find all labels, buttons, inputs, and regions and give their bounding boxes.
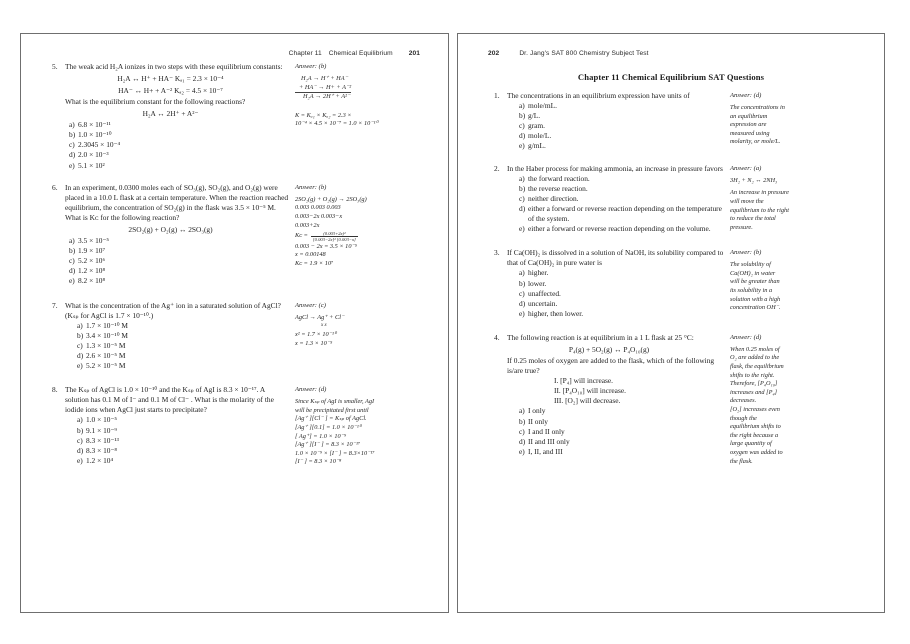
question-3-answer xyxy=(724,248,870,313)
answer-line-5: pressure. xyxy=(730,223,753,231)
question-6-body xyxy=(35,183,289,287)
answer-label: Answer: (d) xyxy=(295,386,327,394)
running-head-book-title: Dr. Jang's SAT 800 Chemistry Subject Test xyxy=(519,50,649,57)
question-5-equation-2: HA⁻ ↔ H+ + A⁻² Kₐ₂ = 4.5 × 10⁻⁷ xyxy=(118,86,223,96)
question-4-stem2-line-2: of the following is/are true? xyxy=(507,355,715,376)
choice-letter: e) xyxy=(519,308,525,318)
question-4-roman-statements xyxy=(494,376,724,406)
answer-work-line-1: K = Kₐ₁ × Kₐ₂ = 2.3 × xyxy=(295,111,352,119)
choice-letter: b) xyxy=(69,246,76,256)
choice-text: 2.0 × 10⁻³ xyxy=(78,150,109,160)
answer-line-3: equilibrium to the right xyxy=(730,206,789,214)
choice-b[interactable] xyxy=(519,417,724,427)
question-5-choices xyxy=(52,120,289,170)
question-4-stem-line-2: at 25 °C: xyxy=(667,332,694,342)
choice-letter: b) xyxy=(519,278,526,288)
choice-d[interactable] xyxy=(69,150,289,160)
choice-text: 8.3 × 10⁻¹³ xyxy=(86,435,119,445)
choice-letter: e) xyxy=(519,224,525,234)
choice-text: I and II only xyxy=(528,426,565,436)
question-block-8 xyxy=(35,385,434,467)
question-5-equation-1: H₂A ↔ H⁺ + HA⁻ Kₐ₁ = 2.3 × 10⁻⁴ xyxy=(117,74,224,84)
choice-letter: a) xyxy=(69,236,75,246)
choice-letter: a) xyxy=(519,406,525,416)
choice-letter: e) xyxy=(519,446,525,456)
question-4-body xyxy=(472,333,724,457)
answer-label: Answer: (b) xyxy=(295,183,327,191)
answer-explanation xyxy=(730,104,870,147)
answer-line-3: [Ag⁺ ][Cl⁻ ] = Kₛₚ of AgCl. xyxy=(295,415,367,423)
choice-text: the forward reaction. xyxy=(528,173,590,183)
choice-d[interactable] xyxy=(519,437,724,447)
answer-line-9: though the xyxy=(730,414,757,422)
choice-text: I only xyxy=(528,406,546,416)
choice-c[interactable] xyxy=(519,121,724,131)
choice-text: the reverse reaction. xyxy=(528,183,588,193)
answer-line-10: equilibrium shifts to xyxy=(730,423,781,431)
answer-line-5: solution with a high xyxy=(730,295,781,303)
answer-line-6: [Ag⁺ ][I⁻ ] = 8.3 × 10⁻¹⁷ xyxy=(295,441,361,449)
answer-work-line-2: 10⁻⁴ × 4.5 × 10⁻⁷ = 1.0 × 10⁻¹⁰ xyxy=(295,120,378,128)
answer-line-1: Since Kₛₚ of AgI is smaller, AgI xyxy=(295,398,375,406)
choice-c[interactable] xyxy=(519,194,724,204)
answer-line-4: to reduce the total xyxy=(730,215,776,223)
answer-line-14: the flask. xyxy=(730,457,753,465)
question-7-choices xyxy=(52,321,289,371)
answer-label: Answer: (a) xyxy=(730,164,762,172)
answer-line-1: H₂A → H⁺ + HA⁻ xyxy=(301,75,348,82)
question-5-spacer xyxy=(52,97,65,107)
question-2-body xyxy=(472,164,724,235)
right-running-head xyxy=(472,50,870,62)
choice-text: 5.1 × 10² xyxy=(78,160,105,170)
choice-a[interactable] xyxy=(77,415,289,425)
question-3-choices xyxy=(494,268,724,318)
answer-label: Answer: (c) xyxy=(295,301,326,309)
question-8-number: 8. xyxy=(52,385,58,395)
choice-c[interactable] xyxy=(519,289,724,299)
answer-line-2: O₂ are added to the xyxy=(730,354,780,362)
choice-text: either a forward or reverse reaction depending on the temperature of the system. xyxy=(528,203,722,224)
answer-line-1: An increase in pressure xyxy=(730,189,789,197)
question-block-2 xyxy=(472,164,870,235)
choice-c[interactable] xyxy=(77,436,289,446)
answer-kc-label: Kᴄ = xyxy=(295,232,308,240)
question-5-stem2-line-1: What is the equilibrium constant for the following xyxy=(65,97,214,107)
answer-explanation xyxy=(730,346,870,466)
choice-letter: c) xyxy=(77,340,83,350)
running-head-chapter-title: Chemical Equilibrium xyxy=(328,50,393,57)
question-1-stem-line-2: units of xyxy=(667,91,690,100)
question-7-body xyxy=(35,301,289,372)
choice-e[interactable] xyxy=(519,447,724,457)
answer-kc-expression xyxy=(295,231,434,243)
choice-letter: b) xyxy=(519,416,526,426)
answer-line-1: When 0.25 moles of xyxy=(730,345,780,353)
question-2-stem xyxy=(507,164,724,174)
question-2-stem-line-2: increase in pressure favors xyxy=(644,163,723,173)
choice-letter: d) xyxy=(519,131,526,141)
answer-line-7: 1.0 × 10⁻⁹ × [I⁻ ] = 8.3×10⁻¹⁷ xyxy=(295,449,375,457)
choice-text: 6.8 × 10⁻¹¹ xyxy=(78,120,111,130)
choice-a[interactable] xyxy=(519,406,724,416)
choice-text: 5.2 × 10⁶ xyxy=(78,256,106,266)
choice-d[interactable] xyxy=(519,299,724,309)
question-1-choices xyxy=(494,101,724,151)
question-5-stem xyxy=(65,62,289,72)
question-6-stem-line-2: SO₂(g), and O₂(g) were placed in a 10.0 L flask at a xyxy=(65,182,278,202)
question-3-stem-line-3: is xyxy=(597,258,602,268)
choice-letter: d) xyxy=(77,445,84,455)
choice-letter: b) xyxy=(77,425,84,435)
choice-e[interactable] xyxy=(77,456,289,466)
choice-letter: d) xyxy=(519,436,526,446)
answer-label: Answer: (d) xyxy=(730,92,762,99)
choice-letter: a) xyxy=(519,268,525,278)
choice-a[interactable] xyxy=(519,174,724,184)
answer-line-2: will move the xyxy=(730,197,764,205)
question-6-answer xyxy=(289,183,434,269)
choice-letter: e) xyxy=(69,276,75,286)
answer-kc-numerator: (0.003+2x)² xyxy=(311,231,358,237)
question-7-stem-line-3: 1.7 × 10⁻¹⁰.) xyxy=(115,310,154,320)
choice-letter: a) xyxy=(519,173,525,183)
question-8-stem-line-1: The Kₛₚ of AgCl is 1.0 × 10⁻¹⁰ and the Kₛₚ of AgI is xyxy=(65,385,222,395)
left-page-folio: 201 xyxy=(408,50,420,57)
choice-e[interactable] xyxy=(77,361,289,371)
choice-b[interactable] xyxy=(519,184,724,194)
answer-line-3: flask, the equilibrium xyxy=(730,363,784,371)
choice-a[interactable] xyxy=(69,120,289,130)
answer-line-11: the right because a xyxy=(730,431,779,439)
question-8-body xyxy=(35,385,289,466)
question-5-number: 5. xyxy=(52,62,58,71)
choice-text: g/L. xyxy=(528,111,541,121)
section-title: Chapter 11 Chemical Equilibrium SAT Questions xyxy=(577,72,765,82)
choice-letter: c) xyxy=(519,288,525,298)
answer-kc-fraction xyxy=(311,231,358,243)
answer-work xyxy=(295,112,434,129)
question-4-stem-line-1: The following reaction is at equilibrium in a 1 L flask xyxy=(507,332,666,342)
choice-text: 1.2 × 10⁸ xyxy=(78,266,106,276)
choice-d[interactable] xyxy=(77,351,289,361)
answer-reaction-variables: x x xyxy=(321,323,327,329)
choice-letter: c) xyxy=(69,256,75,266)
question-2-number: 2. xyxy=(494,163,500,173)
answer-explanation xyxy=(730,189,870,232)
question-4-center-equation: P₄(g) + 5O₂(g) ↔ P₄O₁₀(g) xyxy=(568,344,650,354)
answer-line-3: will be greater than xyxy=(730,278,780,286)
question-block-3 xyxy=(472,248,870,319)
choice-text: 1.3 × 10⁻⁵ M xyxy=(86,340,126,350)
choice-letter: e) xyxy=(69,160,75,170)
answer-derivation xyxy=(295,398,434,467)
question-3-stem xyxy=(507,248,724,268)
answer-line-2: + HA⁻ → H+ + A⁻² xyxy=(295,84,351,94)
choice-letter: b) xyxy=(77,330,84,340)
choice-letter: a) xyxy=(77,320,83,330)
choice-letter: d) xyxy=(69,150,76,160)
answer-kc-denominator: [0.003−2x]² [0.003−x] xyxy=(312,237,356,243)
choice-text: higher. xyxy=(528,268,549,278)
answer-row-initial: 0.003 0.003 0.003 xyxy=(295,204,341,212)
choice-text: mole/L. xyxy=(528,131,552,141)
choice-text: lower. xyxy=(528,278,547,288)
choice-text: 1.2 × 10⁴ xyxy=(86,455,114,465)
choice-text: 9.1 × 10⁻⁹ xyxy=(86,425,117,435)
answer-line-2: will be precipitated first until xyxy=(295,406,369,414)
choice-letter: c) xyxy=(519,426,525,436)
choice-text: 2.3045 × 10⁻⁴ xyxy=(78,140,121,150)
question-1-body xyxy=(472,91,724,152)
question-5-body xyxy=(35,62,289,171)
question-3-stem-line-2: solubility compared to that of Ca(OH)₂ in pure water xyxy=(507,248,724,268)
question-8-stem xyxy=(65,385,289,415)
answer-derivation xyxy=(295,75,434,102)
question-2-stem-line-1: In the Haber process for making ammonia, an xyxy=(507,163,643,173)
choice-text: higher, then lower. xyxy=(528,308,584,318)
choice-a[interactable] xyxy=(69,236,289,246)
question-6-stem-line-6: reaction? xyxy=(152,212,180,222)
choice-a[interactable] xyxy=(77,321,289,331)
answer-line-4: shifts to the right. xyxy=(730,371,775,379)
choice-letter: a) xyxy=(77,415,83,425)
question-1-number: 1. xyxy=(494,91,500,100)
choice-letter: c) xyxy=(519,193,525,203)
answer-solve-line-2: x = 0.00148 xyxy=(295,251,326,259)
answer-line-7: decreases. xyxy=(730,397,757,405)
question-3-body xyxy=(472,248,724,319)
choice-e[interactable] xyxy=(519,141,724,151)
question-block-7 xyxy=(35,301,434,372)
answer-work-line-1: x² = 1.7 × 10⁻¹⁰ xyxy=(295,331,337,339)
choice-b[interactable] xyxy=(69,130,289,140)
answer-explanation xyxy=(730,261,870,313)
choice-text: 5.2 × 10⁻⁵ M xyxy=(86,361,126,371)
question-4-stem2-line-1: If 0.25 moles of oxygen are added to the flask, which xyxy=(507,355,665,365)
choice-d[interactable] xyxy=(77,446,289,456)
answer-solve-line-1: 0.003 − 2x = 3.5 × 10⁻⁵ xyxy=(295,242,357,250)
answer-line-5: Therefore, [P₄O₁₀] xyxy=(730,380,778,388)
answer-line-2: Ca(OH)₂ in water xyxy=(730,269,776,277)
question-6-number: 6. xyxy=(52,182,58,192)
running-head-chapter: Chapter 11 xyxy=(288,50,322,57)
answer-line-5: molarity, or mole/L. xyxy=(730,138,781,146)
question-5-stem-line-2: equilibrium constants: xyxy=(216,62,283,71)
choice-text: II and III only xyxy=(528,436,570,446)
roman-statement-1: I. [P₄] will increase. xyxy=(554,376,614,386)
answer-line-1: The concentrations in xyxy=(730,104,785,111)
choice-letter: d) xyxy=(519,298,526,308)
choice-b[interactable] xyxy=(77,426,289,436)
choice-text: 1.7 × 10⁻¹⁰ M xyxy=(86,320,128,330)
question-7-answer xyxy=(289,301,434,349)
choice-text: g/mL. xyxy=(528,141,546,151)
choice-b[interactable] xyxy=(519,111,724,121)
left-page xyxy=(20,33,449,613)
answer-row-change: 0.003−2x 0.003−x xyxy=(295,213,343,221)
choice-text: gram. xyxy=(528,121,546,131)
choice-text: 1.0 × 10⁻⁵ xyxy=(86,415,117,425)
answer-line-3: H₂A → 2H⁺ + A²⁻ xyxy=(303,93,351,101)
question-4-stem-2 xyxy=(507,356,724,376)
answer-line-5: [ Ag⁺] = 1.0 × 10⁻⁹ xyxy=(295,432,347,440)
right-page xyxy=(457,33,885,613)
question-7-number: 7. xyxy=(52,300,58,310)
choice-letter: a) xyxy=(69,120,75,130)
question-1-answer xyxy=(724,91,870,147)
choice-c[interactable] xyxy=(519,427,724,437)
question-5-stem-line-1: The weak acid H₂A ionizes in two steps with these xyxy=(65,62,215,71)
choice-d[interactable] xyxy=(69,266,289,276)
answer-work-line-2: x = 1.3 × 10⁻⁵ xyxy=(295,339,333,347)
question-block-4 xyxy=(472,333,870,466)
choice-b[interactable] xyxy=(69,246,289,256)
choice-text: 8.3 × 10⁻⁸ xyxy=(86,445,117,455)
answer-solve-line-3: Kᴄ = 1.9 × 10⁷ xyxy=(295,260,334,268)
question-5-stem2-line-2: reactions? xyxy=(215,97,246,107)
answer-line-2: an equilibrium xyxy=(730,112,768,120)
choice-letter: e) xyxy=(77,361,83,371)
choice-text: 1.9 × 10⁷ xyxy=(78,246,106,256)
question-6-stem xyxy=(65,183,289,223)
left-running-head xyxy=(35,50,434,62)
choice-text: mole/mL. xyxy=(528,101,557,111)
answer-label: Answer: (b) xyxy=(295,63,327,70)
question-7-stem xyxy=(65,301,289,321)
choice-text: 2.6 × 10⁻⁵ M xyxy=(86,350,126,360)
choice-c[interactable] xyxy=(69,256,289,266)
question-7-stem-line-1: What is the concentration of the Ag⁺ ion in a xyxy=(65,300,198,310)
question-8-answer xyxy=(289,385,434,467)
answer-line-3: expression are xyxy=(730,121,767,129)
answer-label: Answer: (d) xyxy=(730,333,762,341)
question-6-center-equation: 2SO₂(g) + O₂(g) ↔ 2SO₃(g) xyxy=(128,225,213,235)
question-5-stem-2 xyxy=(65,97,289,107)
question-5-answer xyxy=(289,62,434,129)
question-2-choices xyxy=(494,174,724,235)
choice-letter: d) xyxy=(77,350,84,360)
choice-c[interactable] xyxy=(69,140,289,150)
choice-letter: d) xyxy=(519,203,526,213)
question-4-number: 4. xyxy=(494,332,500,342)
answer-line-13: oxygen was added to xyxy=(730,449,783,456)
question-1-stem-line-1: The concentrations in an equilibrium expression have xyxy=(507,91,666,100)
choice-letter: c) xyxy=(77,435,83,445)
question-4-stem xyxy=(507,333,724,343)
question-7-stem-line-2: saturated solution of AgCl? (Kₛₚ for AgCl is xyxy=(65,300,281,320)
answer-line-8: [I⁻ ] = 8.3 × 10⁻⁸ xyxy=(295,458,342,466)
choice-e[interactable] xyxy=(519,224,724,234)
choice-text: 8.2 × 10⁸ xyxy=(78,276,106,286)
question-8-choices xyxy=(52,415,289,465)
answer-line-4: its solubility in a xyxy=(730,287,773,294)
question-8-stem-line-3: . What is the molarity of the iodide ions when AgCl xyxy=(65,395,274,415)
choice-letter: b) xyxy=(69,130,76,140)
choice-a[interactable] xyxy=(519,101,724,111)
choice-text: I, II, and III xyxy=(528,446,563,456)
choice-d[interactable] xyxy=(519,131,724,141)
right-page-folio: 202 xyxy=(488,50,500,57)
question-8-stem-line-4: just starts to precipitate? xyxy=(134,405,207,415)
answer-line-4: [Ag⁺ ][0.1] = 1.0 × 10⁻¹⁰ xyxy=(295,423,362,431)
roman-statement-3: III. [O₂] will decrease. xyxy=(554,396,621,406)
choice-text: uncertain. xyxy=(528,298,558,308)
choice-letter: e) xyxy=(77,455,83,465)
choice-text: II only xyxy=(528,416,548,426)
question-2-answer xyxy=(724,164,870,233)
choice-b[interactable] xyxy=(77,331,289,341)
question-4-spacer xyxy=(494,356,507,376)
choice-text: 1.0 × 10⁻¹⁰ xyxy=(78,130,112,140)
choice-e[interactable] xyxy=(69,161,289,171)
question-8-stem-line-2: 8.3 × 10⁻¹⁷. A solution has 0.1 M of I⁻ and 0.1 M of Cl⁻ xyxy=(65,385,265,405)
question-6-stem-line-1: In an experiment, 0.0300 moles each of SO₃(g), xyxy=(65,182,207,192)
answer-line-1: The solubility of xyxy=(730,261,771,269)
question-6-stem-line-5: was 3.5 × 10⁻⁵ M. What is Kᴄ for the following xyxy=(65,202,276,222)
choice-a[interactable] xyxy=(519,268,724,278)
question-4-choices xyxy=(494,406,724,456)
answer-line-6: concentration OH⁻. xyxy=(730,304,781,312)
choice-letter: a) xyxy=(519,101,525,111)
answer-line-4: measured using xyxy=(730,129,770,137)
choice-e[interactable] xyxy=(519,309,724,319)
choice-text: unaffected. xyxy=(528,288,561,298)
question-6-stem-line-4: equilibrium, the concentration of SO₂(g) in the flask xyxy=(65,202,220,212)
question-block-6 xyxy=(35,183,434,287)
question-3-stem-line-1: If Ca(OH)₂ is dissolved in a solution of NaOH, its xyxy=(507,248,655,258)
question-6-stem-line-3: certain temperature. When the reaction reached xyxy=(148,192,289,202)
question-4-answer xyxy=(724,333,870,466)
question-1-stem xyxy=(507,91,724,101)
choice-c[interactable] xyxy=(77,341,289,351)
answer-reaction: AgCl → Ag⁺ + Cl⁻ xyxy=(295,313,345,321)
choice-letter: b) xyxy=(519,183,526,193)
choice-d[interactable] xyxy=(519,204,724,224)
question-6-choices xyxy=(52,236,289,286)
question-block-1 xyxy=(472,91,870,152)
choice-letter: c) xyxy=(69,140,75,150)
answer-row-equilibrium: 0.003+2x xyxy=(295,222,320,230)
answer-reaction: 2SO₂(g) + O₂(g) → 2SO₃(g) xyxy=(295,195,367,203)
answer-line-12: large quantity of xyxy=(730,440,772,448)
choice-b[interactable] xyxy=(519,279,724,289)
answer-equation: 3H₂ + N₂ ↔ 2NH₃ xyxy=(730,176,778,184)
choice-letter: d) xyxy=(69,266,76,276)
question-5-center-equation: H₂A ↔ 2H⁺ + A²⁻ xyxy=(142,109,199,119)
choice-letter: b) xyxy=(519,111,526,121)
choice-letter: c) xyxy=(519,121,525,131)
answer-label: Answer: (b) xyxy=(730,249,762,257)
answer-line-6: increases and [P₄] xyxy=(730,388,778,396)
choice-text: neither direction. xyxy=(528,193,579,203)
choice-letter: e) xyxy=(519,141,525,151)
roman-statement-2: II. [P₄O₁₀] will increase. xyxy=(554,386,626,396)
answer-line-8: [O₂] increases even xyxy=(730,406,780,414)
choice-text: 3.5 × 10⁻⁵ xyxy=(78,236,109,246)
question-block-5 xyxy=(35,62,434,171)
question-3-number: 3. xyxy=(494,248,500,258)
choice-e[interactable] xyxy=(69,276,289,286)
choice-text: 3.4 × 10⁻¹⁰ M xyxy=(86,330,128,340)
choice-text: either a forward or reverse reaction depending on the volume. xyxy=(528,224,711,234)
